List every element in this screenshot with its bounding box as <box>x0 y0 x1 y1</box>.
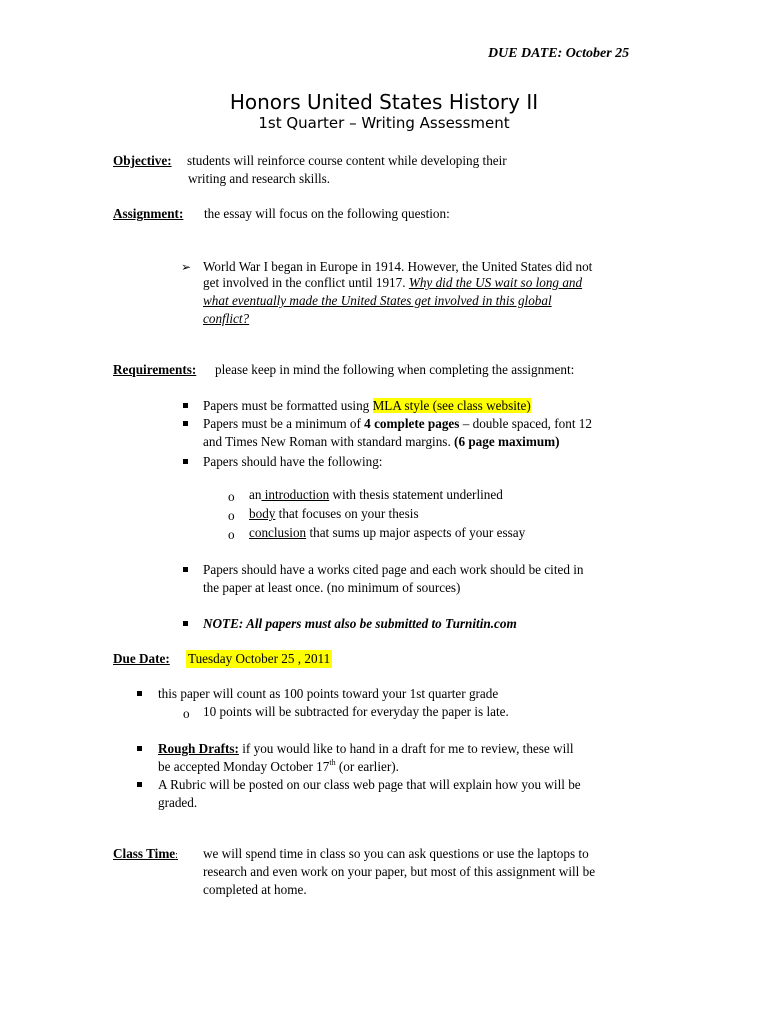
turnitin-note: NOTE: All papers must also be submitted to Turnitin.com <box>203 616 517 631</box>
page-maximum-note: (6 page maximum) <box>454 434 560 449</box>
rough-drafts-label: Rough Drafts: <box>158 741 239 756</box>
sub-item-conclusion <box>249 524 525 542</box>
rough-drafts-line1 <box>158 740 574 758</box>
square-bullet-icon <box>137 782 142 787</box>
sub-bullet-marker: o <box>228 527 235 542</box>
due-date-value: Tuesday October 25 , 2011 <box>188 651 331 666</box>
due-date-header: DUE DATE: October 25 <box>488 46 630 61</box>
sub-item-introduction <box>249 486 503 504</box>
requirement-item-2-post: – double spaced, font 12 <box>459 416 592 431</box>
rough-drafts-text: if you would like to hand in a draft for me to review, these will <box>238 741 574 756</box>
objective-text-line2: writing and research skills. <box>188 171 331 186</box>
class-time-line1: we will spend time in class so you can ask questions or use the laptops to <box>203 846 589 861</box>
sub-item-body-post: that focuses on your thesis <box>275 506 419 521</box>
square-bullet-icon <box>183 567 188 572</box>
sub-item-introduction-pre: an <box>249 487 262 502</box>
rough-drafts-line2-pre: be accepted Monday October 17 <box>158 759 330 774</box>
class-time-line3: completed at home. <box>203 882 307 897</box>
requirement-item-2-line2-text: and Times New Roman with standard margins. <box>203 434 455 449</box>
requirement-item-1-text: Papers must be formatted using <box>203 398 373 413</box>
requirement-item-3: Papers should have the following: <box>203 454 383 469</box>
mla-style-highlight: MLA style (see class website) <box>372 398 531 413</box>
objective-text-line1: students will reinforce course content while developing their <box>187 153 507 168</box>
sub-bullet-marker: o <box>228 508 235 523</box>
question-line2-italic: Why did the US wait so long and <box>408 275 583 290</box>
question-line2-plain: get involved in the conflict until 1917. <box>203 275 409 290</box>
square-bullet-icon <box>183 621 188 626</box>
class-time-colon: : <box>175 850 178 861</box>
rubric-line2: graded. <box>158 795 198 810</box>
sub-item-introduction-post: with thesis statement underlined <box>329 487 503 502</box>
requirements-label: Requirements: <box>113 362 197 377</box>
requirement-item-2 <box>203 415 592 433</box>
requirements-text: please keep in mind the following when completing the assignment: <box>215 362 575 377</box>
requirement-item-4-line2: the paper at least once. (no minimum of sources) <box>203 580 461 595</box>
introduction-term: introduction <box>261 487 330 502</box>
rubric-line1: A Rubric will be posted on our class web page that will explain how you will be <box>158 777 581 792</box>
requirement-item-2-line2 <box>203 433 560 451</box>
requirement-item-1 <box>203 397 531 415</box>
question-line2 <box>203 274 582 292</box>
requirement-item-4-line1: Papers should have a works cited page and each work should be cited in <box>203 562 584 577</box>
sub-bullet-marker: o <box>228 489 235 504</box>
square-bullet-icon <box>183 421 188 426</box>
assignment-label: Assignment: <box>113 206 184 221</box>
question-line4: conflict? <box>203 311 250 326</box>
requirement-item-2-pre: Papers must be a minimum of <box>203 416 365 431</box>
square-bullet-icon <box>183 403 188 408</box>
assignment-text: the essay will focus on the following question: <box>204 206 450 221</box>
conclusion-term: conclusion <box>249 525 307 540</box>
square-bullet-icon <box>137 691 142 696</box>
class-time-line2: research and even work on your paper, but most of this assignment will be <box>203 864 596 879</box>
requirement-item-2-bold: 4 complete pages <box>364 416 460 431</box>
square-bullet-icon <box>183 459 188 464</box>
page-subtitle: 1st Quarter – Writing Assessment <box>258 114 510 132</box>
page-title: Honors United States History II <box>229 90 539 114</box>
sub-bullet-marker: o <box>183 706 190 721</box>
rough-drafts-line2 <box>158 758 399 776</box>
due-item-late-penalty: 10 points will be subtracted for everyday the paper is late. <box>203 704 509 719</box>
rough-drafts-line2-post: (or earlier). <box>335 759 399 774</box>
sub-item-conclusion-post: that sums up major aspects of your essay <box>306 525 526 540</box>
sub-item-body <box>249 505 419 523</box>
body-term: body <box>249 506 276 521</box>
due-date-label: Due Date: <box>113 651 170 666</box>
ordinal-suffix: th <box>329 757 336 767</box>
class-time-label: Class Time <box>113 846 176 861</box>
class-time-label-wrap <box>113 845 178 865</box>
arrow-bullet-icon: ➢ <box>181 260 192 274</box>
due-item-points: this paper will count as 100 points toward your 1st quarter grade <box>158 686 499 701</box>
question-line3: what eventually made the United States get involved in this global <box>203 293 552 308</box>
square-bullet-icon <box>137 746 142 751</box>
question-line1: World War I began in Europe in 1914. However, the United States did not <box>203 259 593 274</box>
objective-label: Objective: <box>113 153 172 168</box>
